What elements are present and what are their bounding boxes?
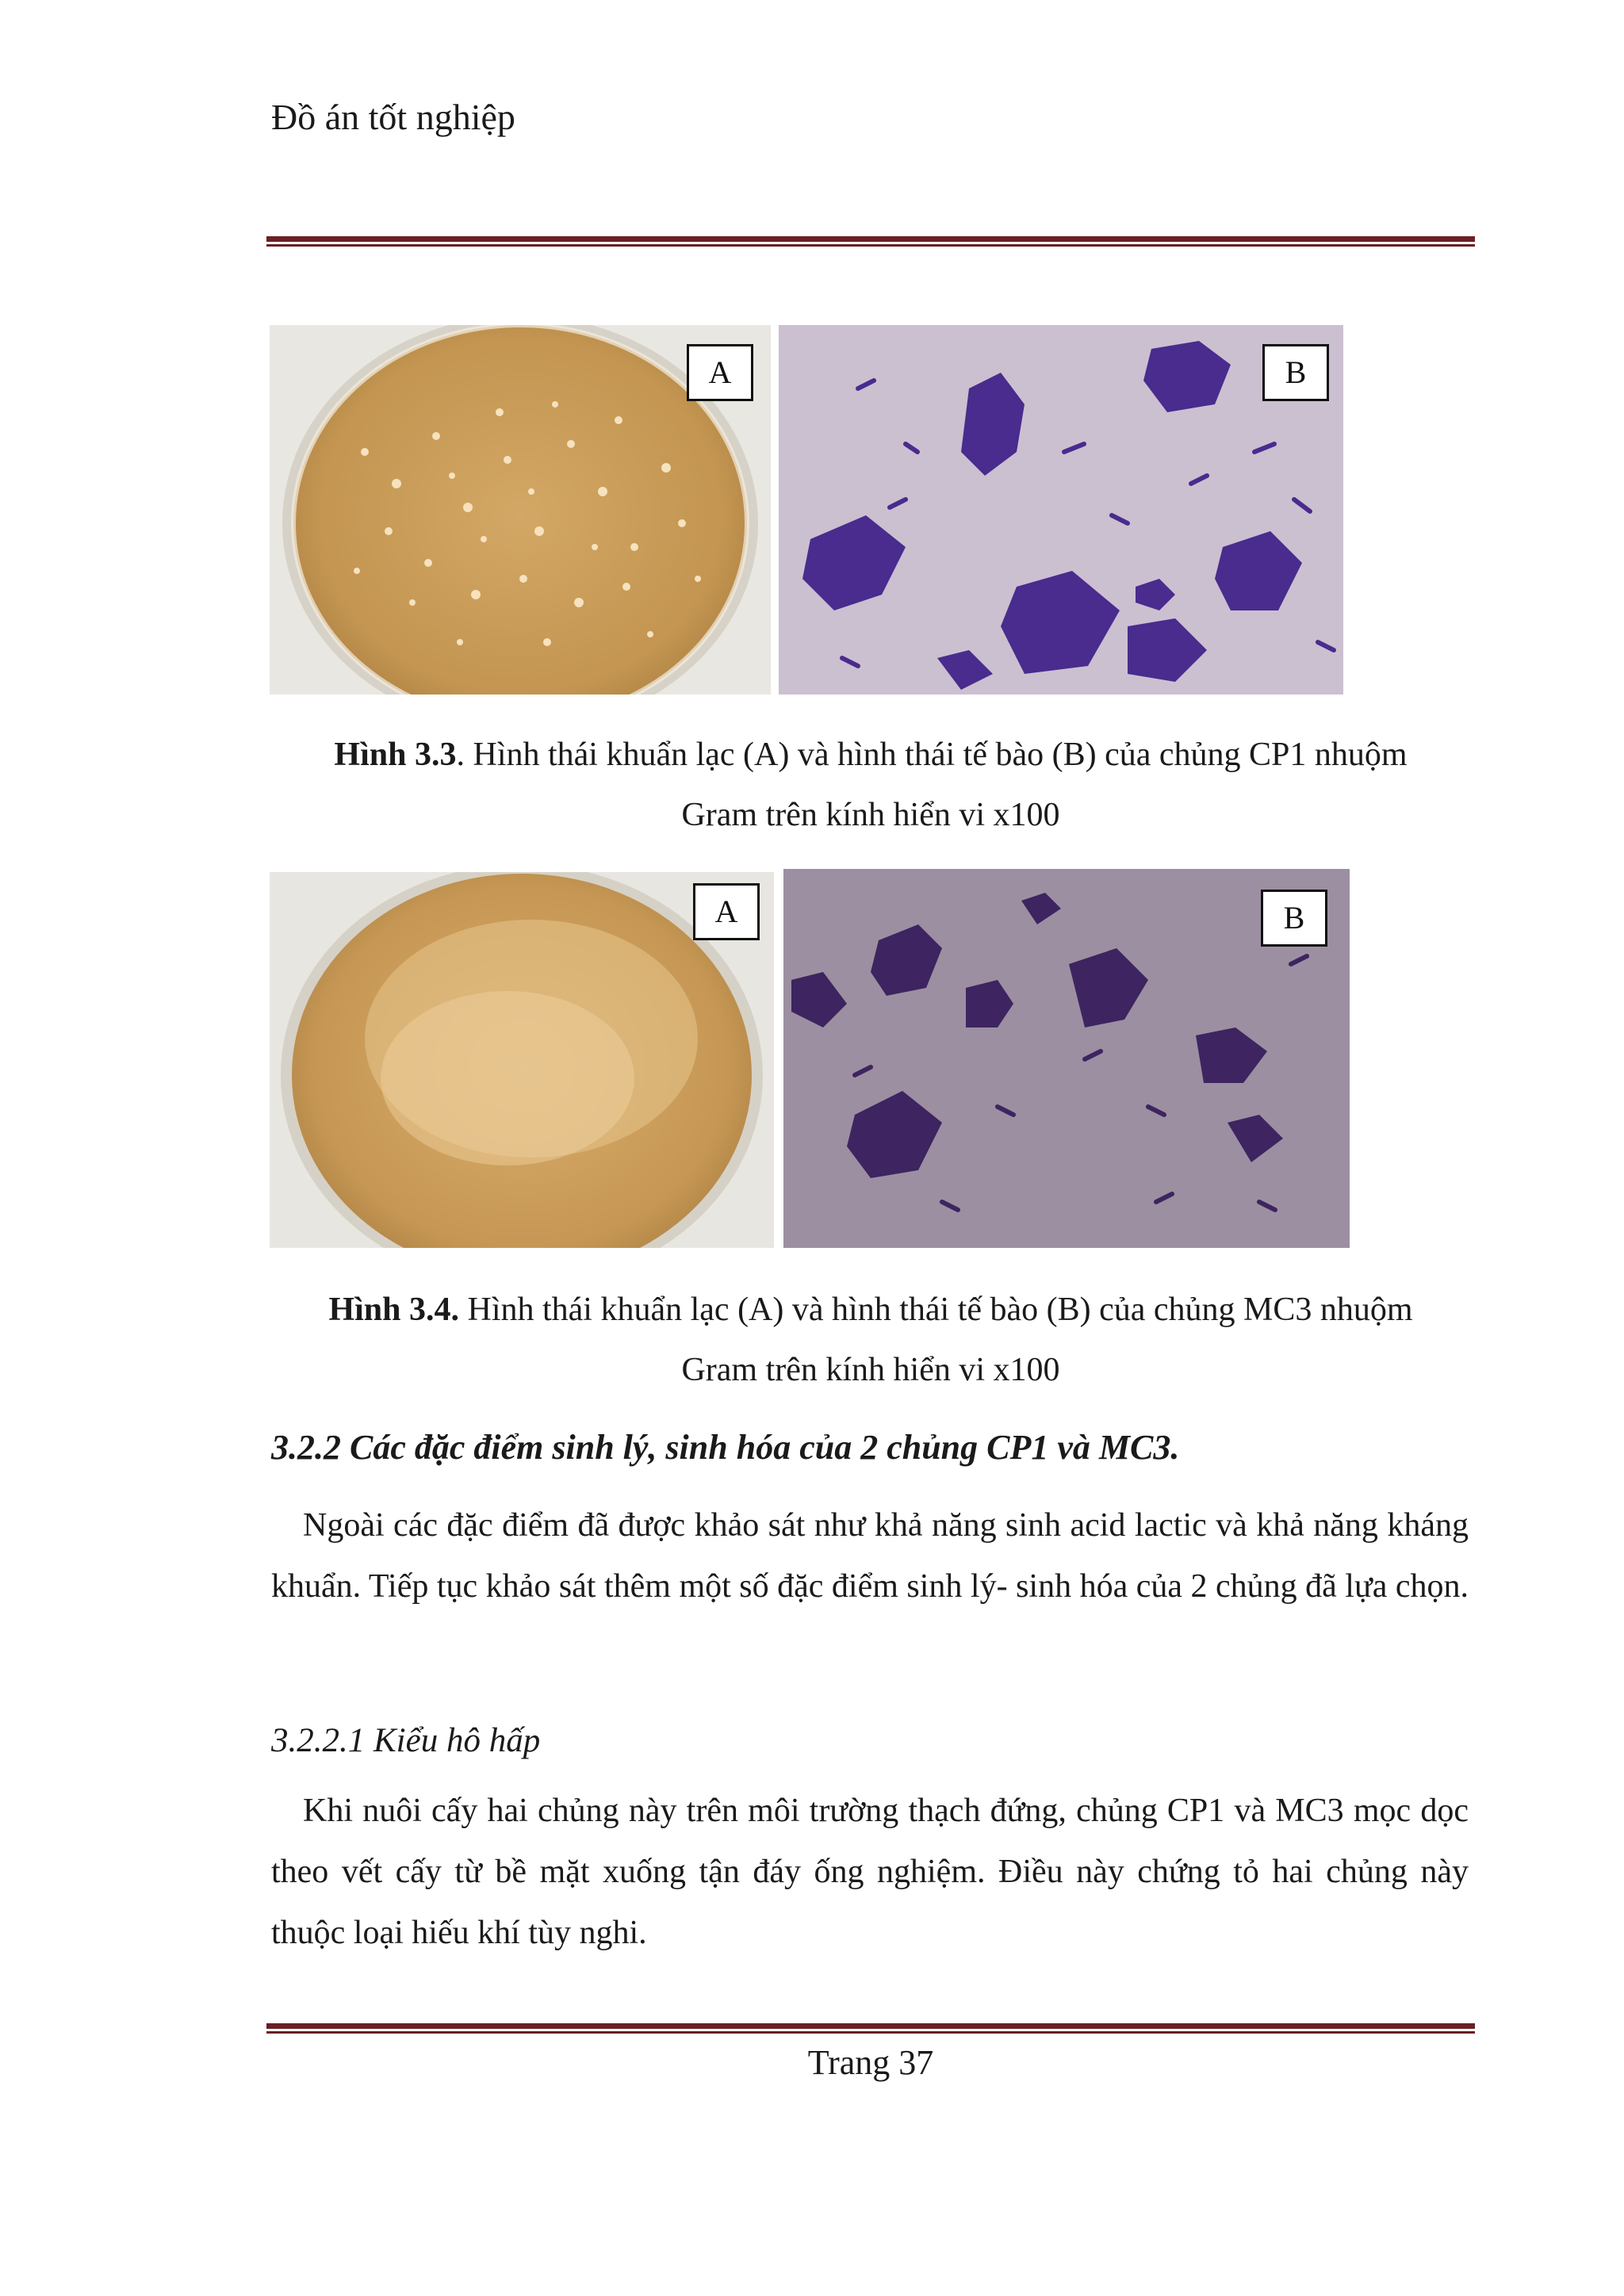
footer-rule [266,2023,1475,2034]
figure-3-4-panel-b-label: B [1261,890,1327,947]
figure-3-4-panel-a-colony-photo [270,872,774,1248]
figure-3-3-caption [266,725,1475,845]
figure-3-3-panel-a-label: A [687,344,753,401]
figure-3-3-panel-b-label: B [1262,344,1329,401]
header-rule [266,236,1475,247]
figure-3-4-caption [266,1280,1475,1400]
figure-3-4-panel-b-gram-stain-photo [783,869,1350,1248]
page-number: Trang 37 [807,2043,934,2082]
figure-3-4-caption-line2: Gram trên kính hiển vi x100 [681,1352,1060,1388]
figure-3-3-caption-text: . Hình thái khuẩn lạc (A) và hình thái tế bào (B) của chủng CP1 nhuộm [456,737,1408,773]
document-header-title: Đồ án tốt nghiệp [271,97,515,137]
figure-3-3-panel-b-gram-stain-photo [779,325,1343,695]
section-paragraph-1 [271,1495,1469,1617]
section-paragraph-1-text: Ngoài các đặc điểm đã được khảo sát như khả năng sinh acid lactic và khả năng kháng khuẩn. Tiếp tục khảo sát thêm một số đặc điểm sinh lý- sinh hóa của 2 chủng đã lựa chọn. [271,1507,1469,1605]
section-paragraph-2 [271,1781,1469,1964]
subsection-heading: 3.2.2.1 Kiểu hô hấp [271,1722,541,1759]
figure-3-3-caption-number: Hình 3.3 [334,737,457,773]
figure-3-4-caption-text: Hình thái khuẩn lạc (A) và hình thái tế bào (B) của chủng MC3 nhuộm [459,1292,1413,1328]
section-paragraph-2-text: Khi nuôi cấy hai chủng này trên môi trường thạch đứng, chủng CP1 và MC3 mọc dọc theo vết cấy từ bề mặt xuống tận đáy ống nghiệm. Điều này chứng tỏ hai chủng này thuộc loại hiếu khí tùy nghi. [271,1793,1469,1951]
section-heading: 3.2.2 Các đặc điểm sinh lý, sinh hóa của 2 chủng CP1 và MC3. [271,1428,1180,1467]
figure-3-3-caption-line2: Gram trên kính hiển vi x100 [681,797,1060,833]
figure-3-4-panel-a-label: A [693,883,760,940]
figure-3-4-caption-number: Hình 3.4. [328,1292,459,1328]
figure-3-3-panel-a-colony-photo [270,325,771,695]
